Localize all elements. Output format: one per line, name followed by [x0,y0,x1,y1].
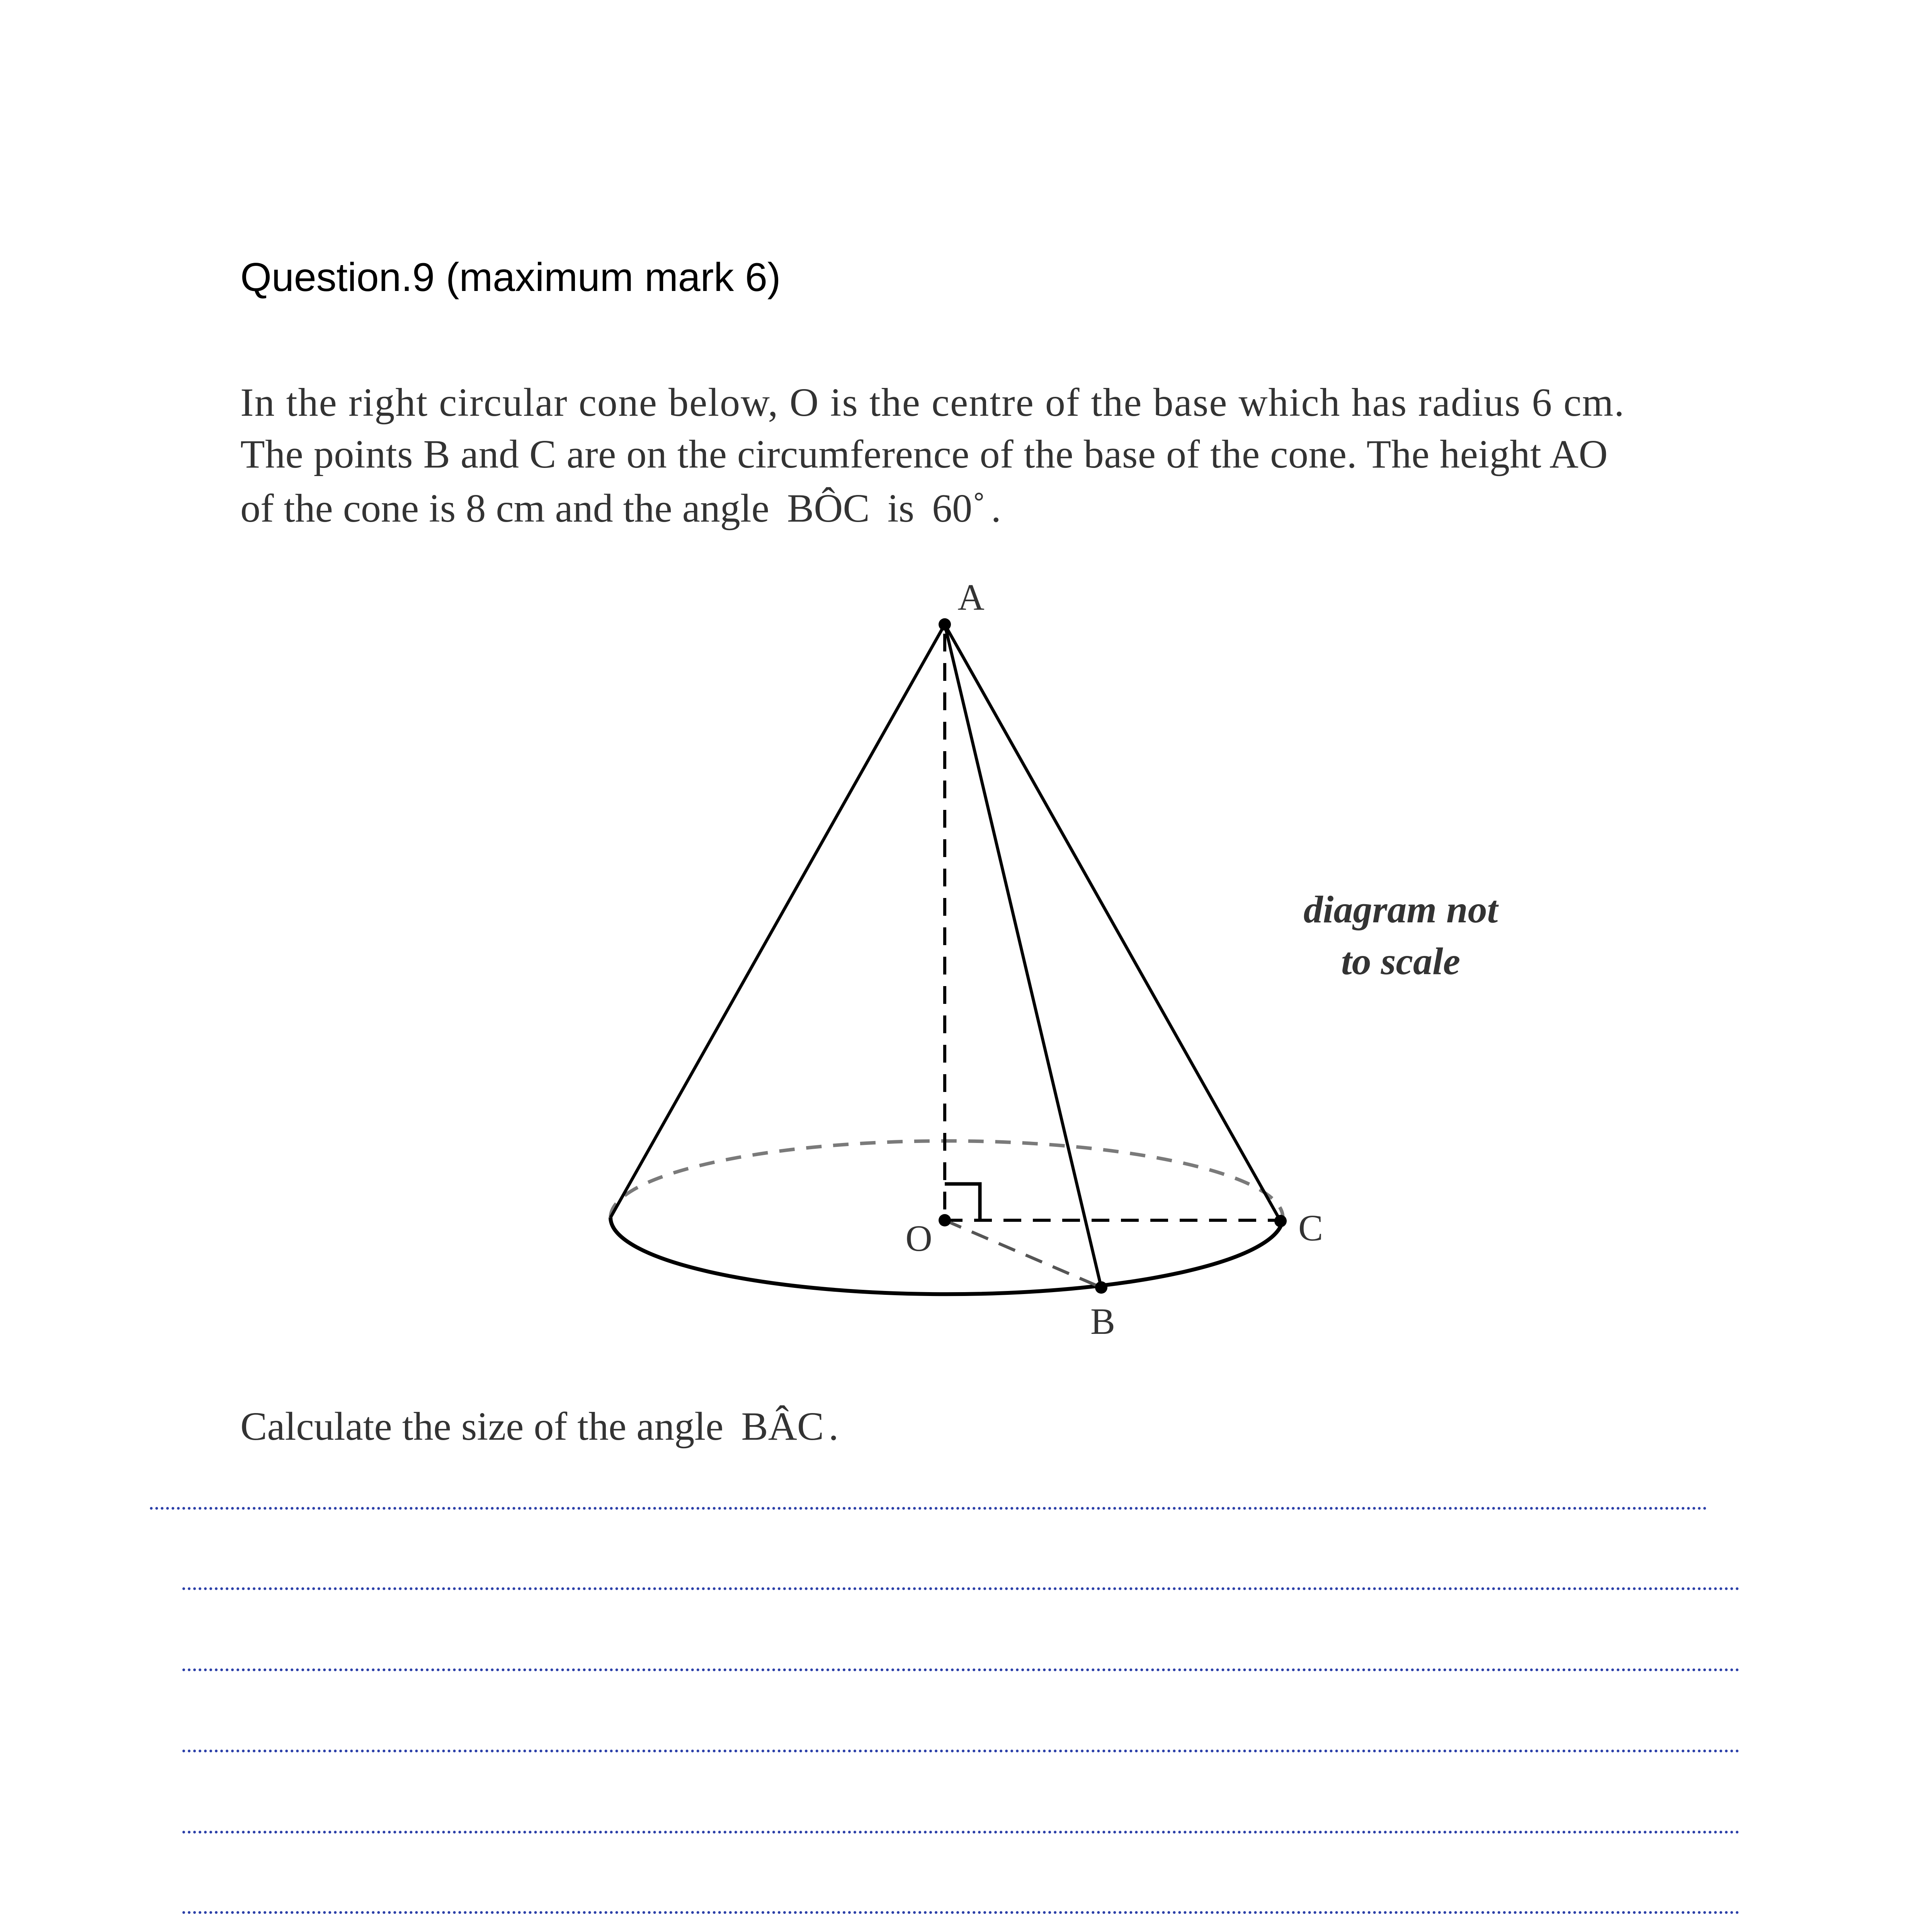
radius-ob-dashed [945,1220,1101,1287]
answer-line[interactable] [182,1911,1740,1914]
label-a: A [957,577,985,618]
answer-line[interactable] [182,1668,1740,1671]
angle-bac-label: BÂC [741,1404,824,1449]
intro-line-3-start: of the cone is 8 cm and the angle [240,486,769,531]
label-b: B [1090,1301,1116,1342]
answer-line[interactable] [150,1507,1707,1510]
point-a [939,618,951,631]
question-heading: Question.9 (maximum mark 6) [240,255,781,300]
angle-boc-label: BÔC [787,486,870,531]
answer-line[interactable] [182,1587,1740,1590]
label-c: C [1298,1207,1323,1248]
task-start: Calculate the size of the angle [240,1404,724,1449]
task-end: . [828,1404,839,1449]
answer-line[interactable] [182,1750,1740,1752]
note-line-1: diagram not [1303,888,1498,931]
intro-line-3-end: . [991,486,1001,531]
slant-right-edge [945,624,1281,1221]
intro-line-1: In the right circular cone below, O is the centre of the base which has radius 6 cm. [240,380,1625,425]
answer-line[interactable] [182,1831,1740,1833]
intro-line-2: The points B and C are on the circumference of the base of the cone. The height AO [240,432,1608,476]
label-o: O [905,1218,932,1259]
task-line [240,1406,838,1447]
base-front-arc [611,1218,1283,1294]
point-o [939,1214,951,1226]
note-line-2: to scale [1341,940,1461,983]
edge-ab [945,624,1101,1287]
base-back-arc [611,1141,1283,1218]
right-angle-marker [945,1184,980,1220]
angle-is-word: is [887,486,915,531]
point-b [1095,1281,1107,1294]
slant-left-edge [611,624,945,1218]
point-c [1274,1215,1287,1227]
angle-boc-value: 60˚ [932,486,986,531]
